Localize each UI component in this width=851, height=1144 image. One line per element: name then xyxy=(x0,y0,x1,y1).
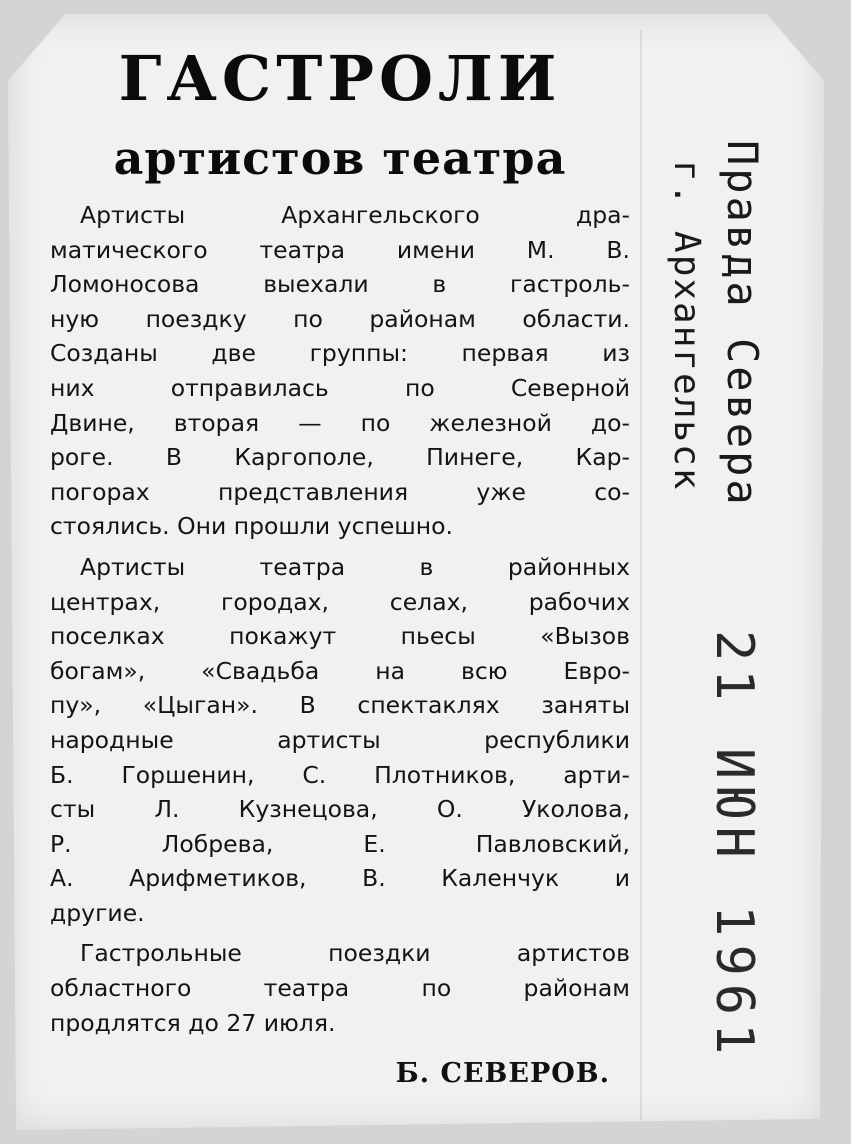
text-line: роге. В Каргополе, Пинеге, Кар- xyxy=(50,443,630,472)
stamp-city: г. Архангельск xyxy=(666,160,707,492)
text-line: них отправилась по Северной xyxy=(50,373,630,402)
paragraph-2 xyxy=(50,550,630,931)
text-line: другие. xyxy=(50,898,145,927)
text-line: стоялись. Они прошли успешно. xyxy=(50,512,454,541)
text-line: Двине, вторая — по железной до- xyxy=(50,408,630,437)
paper-fold-line xyxy=(640,30,642,1120)
text-line: ную поездку по районам области. xyxy=(50,304,630,333)
article-subheadline: артистов театра xyxy=(113,131,567,185)
text-line: погорах представления уже со- xyxy=(50,477,630,506)
article-headline: ГАСТРОЛИ xyxy=(118,42,562,115)
text-line: Б. Горшенин, С. Плотников, арти- xyxy=(50,760,630,789)
article-body xyxy=(50,198,630,1040)
text-line: продлятся до 27 июля. xyxy=(50,1008,336,1037)
newspaper-date-stamp xyxy=(660,140,800,1063)
article-author-signature: Б. СЕВЕРОВ. xyxy=(395,1058,610,1090)
text-line: Артисты Архангельского дра- xyxy=(80,201,630,229)
stamp-newspaper-name: Правда Севера xyxy=(718,140,767,508)
text-line: Артисты театра в районных xyxy=(80,552,630,581)
text-line: богам», «Свадьба на всю Евро- xyxy=(50,656,630,685)
paragraph-3 xyxy=(50,936,630,1040)
text-line: сты Л. Кузнецова, О. Уколова, xyxy=(50,795,630,824)
text-line: центрах, городах, селах, рабочих xyxy=(50,587,630,616)
text-line: Ломоносова выехали в гастроль- xyxy=(50,270,630,299)
text-line: пу», «Цыган». В спектаклях заняты xyxy=(50,691,630,720)
text-line: Созданы две группы: первая из xyxy=(50,339,630,368)
text-line: матического театра имени М. В. xyxy=(50,235,630,264)
text-line: А. Арифметиков, В. Каленчук и xyxy=(50,864,630,893)
text-line: поселках покажут пьесы «Вызов xyxy=(50,622,630,651)
text-line: народные артисты республики xyxy=(50,725,630,754)
article xyxy=(50,40,630,1089)
stamp-date: 21 ИЮН 1961 xyxy=(704,630,764,1063)
paragraph-1 xyxy=(50,198,630,544)
text-line: Р. Лобрева, Е. Павловский, xyxy=(50,829,630,858)
text-line: областного театра по районам xyxy=(50,974,630,1003)
text-line: Гастрольные поездки артистов xyxy=(80,939,630,968)
